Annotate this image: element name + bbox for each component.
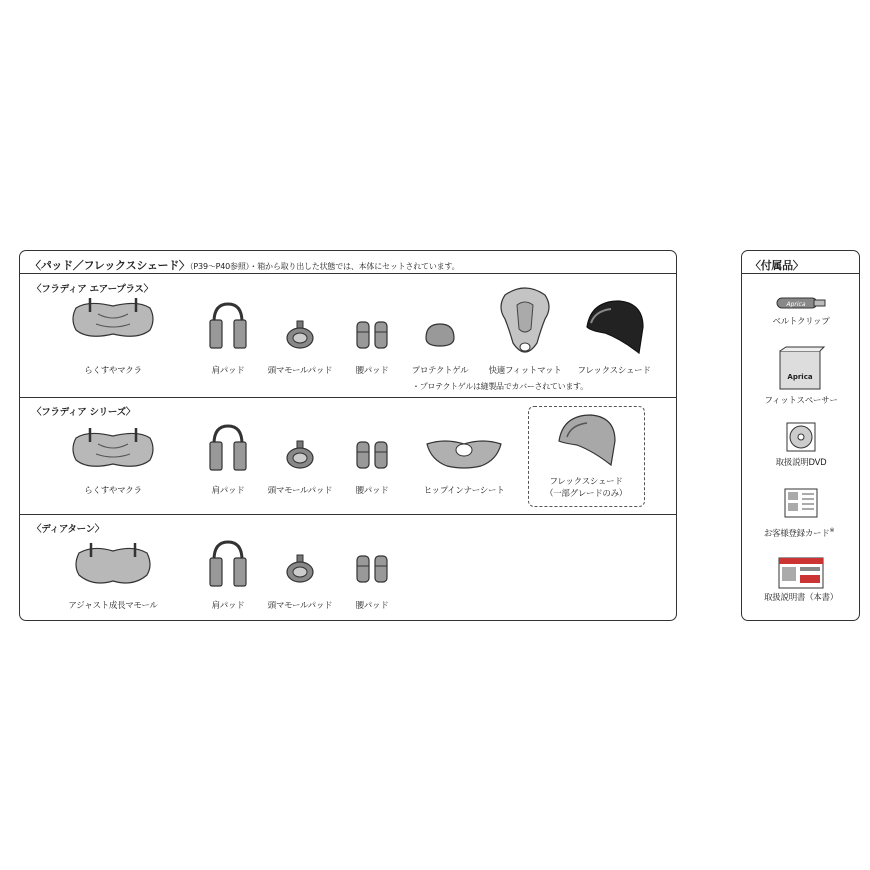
item-label: ヒップインナーシート [423, 486, 505, 496]
item-label: フレックスシェード [577, 366, 651, 376]
item-label: らくすやマクラ [84, 486, 142, 496]
title-divider [20, 273, 676, 274]
pads-shade-title-text: 〈パッド／フレックスシェード〉 [30, 259, 190, 272]
accessories-title: 〈付属品〉 [750, 259, 804, 272]
section-title-flaria-airplus: 〈フラディア エアープラス〉 [32, 284, 153, 295]
item-label: 腰パッド [355, 486, 389, 496]
item-label: フレックスシェード [549, 477, 623, 487]
pads-shade-note: （P39〜P40参照）・箱から取り出した状態では、本体にセットされています。 [189, 262, 460, 271]
clip-logo: Aprica [786, 301, 806, 308]
protect-gel-footnote: ・プロテクトゲルは縫製品でカバーされています。 [412, 382, 588, 391]
item-label: フィットスペーサー [764, 396, 838, 406]
section-divider [20, 397, 676, 398]
section-title-dearturn: 〈ディアターン〉 [32, 524, 104, 535]
pads-shade-panel [19, 250, 677, 621]
section-divider [20, 514, 676, 515]
pads-shade-title [30, 257, 459, 273]
item-label: 頭マモールパッド [267, 486, 333, 496]
item-label [764, 525, 834, 540]
spacer-logo: Aprica [787, 373, 813, 381]
item-label: 頭マモールパッド [267, 366, 333, 376]
registration-card-label: お客様登録カード [763, 528, 830, 539]
item-label: らくすやマクラ [84, 366, 142, 376]
item-label: 腰パッド [355, 366, 389, 376]
item-label: 取扱説明DVD [775, 458, 827, 468]
item-label: 腰パッド [355, 601, 389, 611]
accessories-title-divider [742, 273, 859, 274]
item-label: 肩パッド [211, 486, 245, 496]
item-label: 肩パッド [211, 601, 245, 611]
grade-note: （一部グレードのみ） [544, 489, 628, 499]
item-label: 頭マモールパッド [267, 601, 333, 611]
item-label: 快適フィットマット [488, 366, 562, 376]
item-label: 取扱説明書（本書） [764, 593, 838, 603]
accessories-panel [741, 250, 860, 621]
item-label: プロテクトゲル [411, 366, 469, 376]
item-label: 肩パッド [211, 366, 245, 376]
section-title-flaria-series: 〈フラディア シリーズ〉 [32, 407, 135, 418]
item-label: アジャスト成長マモール [68, 601, 158, 611]
registration-card-mark: ※ [829, 527, 835, 534]
item-label: ベルトクリップ [772, 317, 830, 327]
